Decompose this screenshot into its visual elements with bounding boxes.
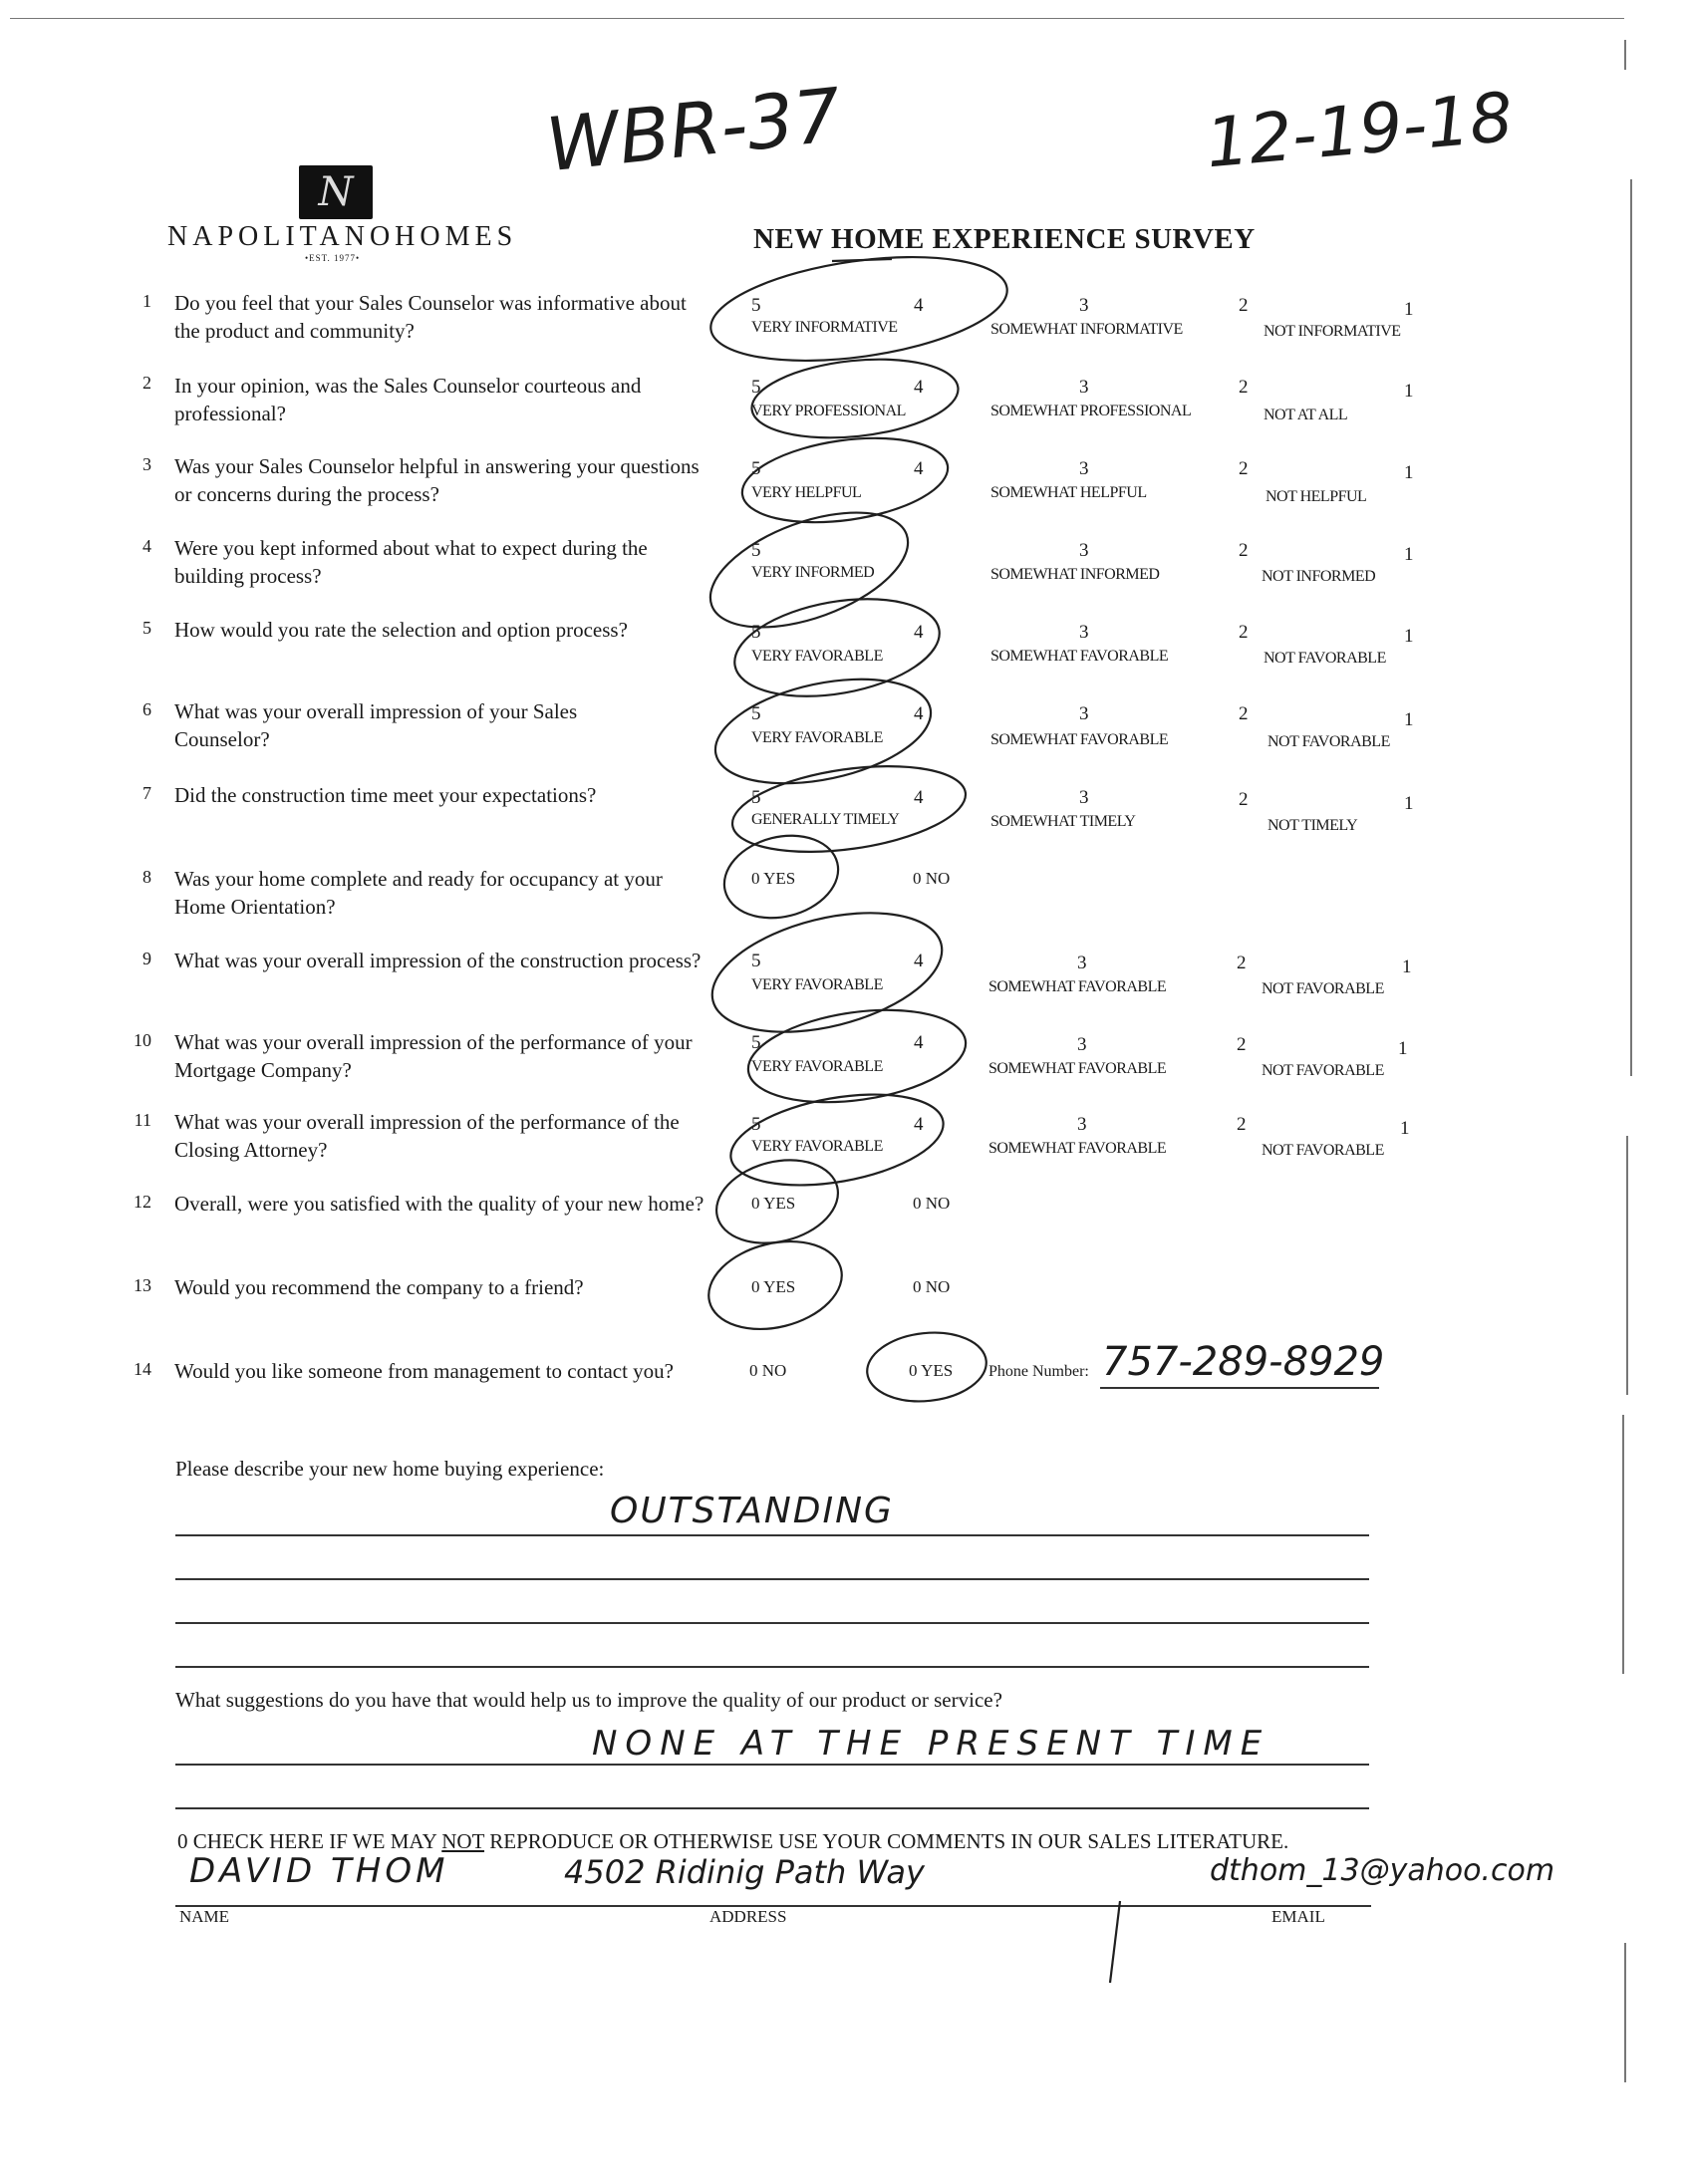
score-1[interactable]: 1 [1404,709,1414,730]
label-low: NOT INFORMATIVE [1264,323,1401,340]
score-3[interactable]: 3 [1077,953,1087,973]
address-stroke [1110,1901,1120,1983]
question-number: 3 [142,454,151,474]
score-3[interactable]: 3 [1079,540,1089,561]
question-text: What was your overall impression of the performance of your Mortgage Company? [174,1030,693,1082]
phone-label: Phone Number: [988,1363,1089,1380]
score-2[interactable]: 2 [1239,458,1249,479]
question-number: 5 [142,618,151,638]
question-number: 7 [142,783,151,803]
consent-not: NOT [441,1829,485,1853]
label-high: VERY PROFESSIONAL [751,403,906,419]
score-4[interactable]: 4 [914,295,924,316]
score-5[interactable]: 5 [751,1114,761,1135]
mark-circle-q3 [736,426,953,534]
score-1[interactable]: 1 [1404,793,1414,814]
email-label: EMAIL [1271,1907,1325,1926]
score-5[interactable]: 5 [751,458,761,479]
question-text: What was your overall impression of your Sales Counselor? [174,699,578,751]
score-1[interactable]: 1 [1402,956,1412,977]
score-2[interactable]: 2 [1239,703,1249,724]
score-5[interactable]: 5 [751,951,761,971]
score-3[interactable]: 3 [1079,703,1089,724]
signature-name[interactable]: DAVID THOM [189,1851,449,1891]
score-4[interactable]: 4 [914,1032,924,1053]
question-text: Was your home complete and ready for occupancy at your Home Orientation? [174,867,663,919]
survey-title: NEW HOME EXPERIENCE SURVEY [753,223,1256,255]
question-number: 1 [142,291,151,311]
signature-address[interactable]: 4502 Ridinig Path Way [564,1853,925,1891]
suggestions-answer[interactable]: NONE AT THE PRESENT TIME [592,1724,1270,1764]
question-number: 2 [142,373,151,393]
score-5[interactable]: 5 [751,540,761,561]
score-1[interactable]: 1 [1404,626,1414,647]
label-low: NOT FAVORABLE [1262,1142,1384,1159]
question-text: Would you recommend the company to a friend? [174,1275,584,1299]
question-number: 6 [142,699,151,719]
score-3[interactable]: 3 [1079,295,1089,316]
score-2[interactable]: 2 [1239,622,1249,643]
experience-answer[interactable]: OUTSTANDING [610,1491,894,1531]
score-1[interactable]: 1 [1404,381,1414,402]
score-5[interactable]: 5 [751,622,761,643]
score-3[interactable]: 3 [1079,458,1089,479]
no-option[interactable]: 0 NO [913,1277,951,1296]
label-low: NOT AT ALL [1264,407,1348,423]
label-mid: SOMEWHAT TIMELY [990,813,1136,830]
consent-suffix: REPRODUCE OR OTHERWISE USE YOUR COMMENTS IN OUR SALES LITERATURE. [484,1829,1289,1853]
no-option[interactable]: 0 NO [749,1361,787,1380]
brand-logo [299,165,373,219]
question-number: 10 [134,1030,151,1050]
suggestions-line-2 [175,1807,1369,1809]
mark-circle-q9 [700,892,954,1053]
question-number: 9 [142,949,151,968]
question-text: Were you kept informed about what to expect during the building process? [174,536,648,588]
label-high: VERY FAVORABLE [751,976,883,993]
score-4[interactable]: 4 [914,951,924,971]
label-high: VERY FAVORABLE [751,729,883,746]
label-mid: SOMEWHAT INFORMED [990,566,1160,583]
score-2[interactable]: 2 [1237,1034,1247,1055]
brand-name: NAPOLITANOHOMES [167,221,518,252]
score-2[interactable]: 2 [1239,540,1249,561]
label-low: NOT FAVORABLE [1264,650,1386,667]
phone-value[interactable]: 757-289-8929 [1102,1339,1385,1385]
label-low: NOT INFORMED [1262,568,1376,585]
score-1[interactable]: 1 [1404,544,1414,565]
score-1[interactable]: 1 [1398,1038,1408,1059]
label-high: VERY FAVORABLE [751,1138,883,1155]
yes-option[interactable]: 0 YES [751,869,796,888]
yes-option[interactable]: 0 YES [909,1361,954,1380]
signature-email[interactable]: dthom_13@yahoo.com [1210,1853,1555,1888]
question-number: 4 [142,536,151,556]
label-high: GENERALLY TIMELY [751,811,900,828]
label-mid: SOMEWHAT FAVORABLE [988,1060,1167,1077]
label-high: VERY HELPFUL [751,484,862,501]
score-3[interactable]: 3 [1077,1034,1087,1055]
mark-circle-q2 [748,350,963,446]
label-low: NOT FAVORABLE [1262,1062,1384,1079]
score-4[interactable]: 4 [914,622,924,643]
label-low: NOT TIMELY [1268,817,1358,834]
label-mid: SOMEWHAT PROFESSIONAL [990,403,1192,419]
underline-title-brand [832,259,892,261]
score-1[interactable]: 1 [1404,299,1414,320]
score-4[interactable]: 4 [914,787,924,808]
score-2[interactable]: 2 [1239,295,1249,316]
score-2[interactable]: 2 [1239,377,1249,398]
mark-circle-q10 [742,997,972,1115]
label-high: VERY INFORMATIVE [751,319,898,336]
question-number: 11 [134,1110,151,1130]
handwritten-code: WBR-37 [542,72,845,189]
score-3[interactable]: 3 [1079,787,1089,808]
label-high: VERY FAVORABLE [751,1058,883,1075]
label-mid: SOMEWHAT FAVORABLE [988,1140,1167,1157]
score-4[interactable]: 4 [914,703,924,724]
phone-line [1100,1387,1379,1389]
suggestions-prompt: What suggestions do you have that would help us to improve the quality of our product or service? [175,1688,1002,1712]
score-5[interactable]: 5 [751,377,761,398]
label-mid: SOMEWHAT FAVORABLE [988,978,1167,995]
question-text: Overall, were you satisfied with the quality of your new home? [174,1192,704,1216]
score-4[interactable]: 4 [914,458,924,479]
score-4[interactable]: 4 [914,377,924,398]
score-5[interactable]: 5 [751,787,761,808]
question-text: In your opinion, was the Sales Counselor courteous and professional? [174,374,642,425]
label-low: NOT FAVORABLE [1262,980,1384,997]
address-label: ADDRESS [709,1907,787,1926]
label-low: NOT HELPFUL [1266,488,1367,505]
consent-prefix: 0 CHECK HERE IF WE MAY [177,1829,442,1853]
question-number: 12 [134,1192,151,1212]
label-low: NOT FAVORABLE [1268,733,1390,750]
label-mid: SOMEWHAT FAVORABLE [990,648,1169,665]
question-text: Was your Sales Counselor helpful in answering your questions or concerns during the process? [174,454,700,506]
score-3[interactable]: 3 [1077,1114,1087,1135]
mark-circle-q7 [727,753,972,865]
yes-option[interactable]: 0 YES [751,1277,796,1296]
score-2[interactable]: 2 [1237,953,1247,973]
no-option[interactable]: 0 NO [913,1194,951,1213]
yes-option[interactable]: 0 YES [751,1194,796,1213]
question-text: How would you rate the selection and option process? [174,618,628,642]
question-number: 13 [134,1275,151,1295]
label-high: VERY INFORMED [751,564,875,581]
question-text: What was your overall impression of the construction process? [174,949,702,972]
score-1[interactable]: 1 [1400,1118,1410,1139]
question-number: 8 [142,867,151,887]
experience-line-3 [175,1622,1369,1624]
label-mid: SOMEWHAT INFORMATIVE [990,321,1183,338]
question-text: What was your overall impression of the performance of the Closing Attorney? [174,1110,680,1162]
experience-line-1 [175,1534,1369,1536]
question-text: Do you feel that your Sales Counselor was informative about the product and community? [174,291,687,343]
score-1[interactable]: 1 [1404,462,1414,483]
experience-prompt: Please describe your new home buying experience: [175,1457,605,1481]
question-text: Would you like someone from management to contact you? [174,1359,675,1383]
score-5[interactable]: 5 [751,703,761,724]
score-3[interactable]: 3 [1079,622,1089,643]
no-option[interactable]: 0 NO [913,869,951,888]
score-5[interactable]: 5 [751,1032,761,1053]
suggestions-line-1 [175,1764,1369,1766]
label-mid: SOMEWHAT FAVORABLE [990,731,1169,748]
score-4[interactable]: 4 [914,1114,924,1135]
logo-letter: N [318,169,354,215]
score-3[interactable]: 3 [1079,377,1089,398]
label-mid: SOMEWHAT HELPFUL [990,484,1147,501]
question-text: Did the construction time meet your expectations? [174,783,597,807]
brand-est: •EST. 1977• [305,253,361,263]
question-number: 14 [134,1359,151,1379]
name-label: NAME [179,1907,230,1926]
experience-line-4 [175,1666,1369,1668]
label-high: VERY FAVORABLE [751,648,883,665]
experience-line-2 [175,1578,1369,1580]
score-2[interactable]: 2 [1237,1114,1247,1135]
handwritten-date: 12-19-18 [1203,78,1517,184]
score-2[interactable]: 2 [1239,789,1249,810]
score-5[interactable]: 5 [751,295,761,316]
